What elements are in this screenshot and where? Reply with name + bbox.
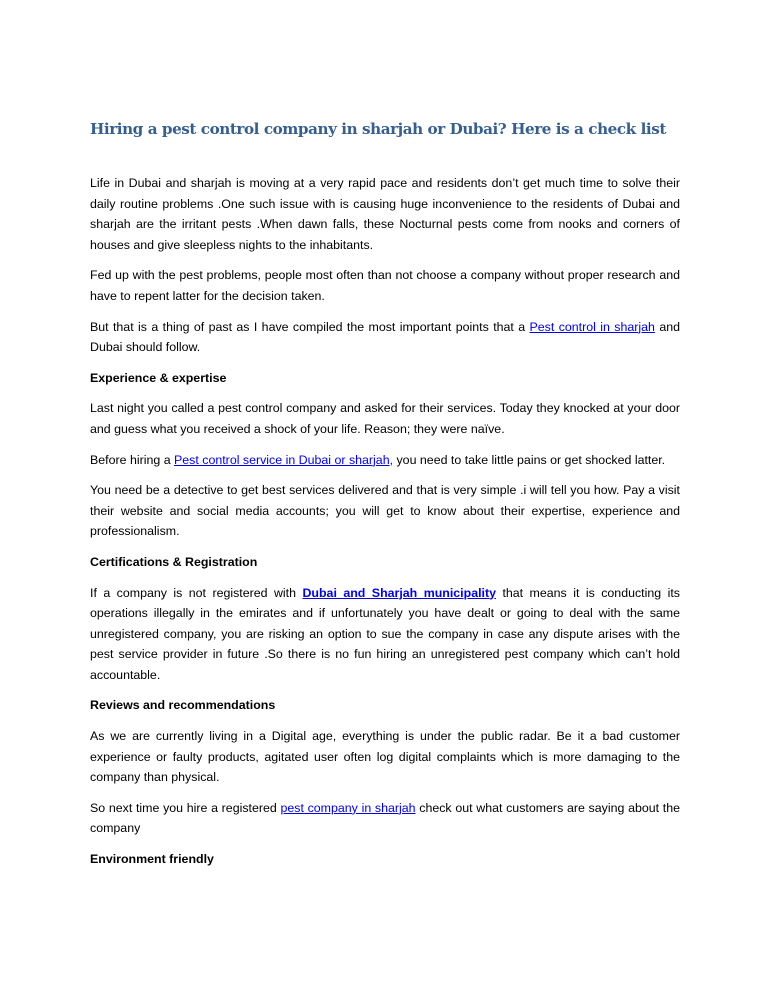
paragraph-intro: Life in Dubai and sharjah is moving at a very rapid pace and residents don’t get much time to solve their daily routine problems .One such issue with is causing huge inconvenience to the residents of Dubai and sharjah are the irritant pests .When dawn falls, these Nocturnal pests come from nooks and corners of houses and give sleepless nights to the inhabitants. (90, 176, 680, 252)
paragraph-text: check out what customers are saying about the company (90, 800, 680, 836)
paragraph-text: Before hiring a (90, 452, 175, 467)
paragraph-digital-age: As we are currently living in a Digital age, everything is under the public radar. Be it a bad customer experience or faulty products, agitated user often log digital complaints which is more damaging to the company than physical. (90, 729, 680, 785)
paragraph-last-night: Last night you called a pest control company and asked for their services. Today they knocked at your door and guess what you received a shock of your life. Reason; they were naïve. (90, 401, 680, 436)
paragraph-registration (90, 583, 680, 686)
heading-reviews: Reviews and recommendations (90, 698, 276, 713)
document-title: Hiring a pest control company in sharjah or Dubai? Here is a check list (90, 120, 666, 138)
paragraph-before-hiring (90, 450, 680, 471)
paragraph-fed-up: Fed up with the pest problems, people most often than not choose a company without proper research and have to repent latter for the decision taken. (90, 268, 680, 303)
paragraph-detective: You need be a detective to get best services delivered and that is very simple .i will tell you how. Pay a visit their website and social media accounts; you will get to know about their expertise, experience and professionalism. (90, 483, 680, 539)
paragraph-text: So next time you hire a registered (90, 800, 281, 815)
link-pest-company-sharjah[interactable]: pest company in sharjah (280, 800, 416, 815)
paragraph-text: If a company is not registered with (90, 585, 303, 600)
link-pest-control-sharjah[interactable]: Pest control in sharjah (529, 319, 655, 334)
heading-certifications: Certifications & Registration (90, 554, 258, 569)
document-body (90, 173, 680, 880)
paragraph-text: But that is a thing of past as I have compiled the most important points that a (90, 319, 530, 334)
paragraph-text: you need to take little pains or get shocked latter. (393, 452, 666, 467)
link-pest-control-service[interactable]: Pest control service in Dubai or sharjah, (174, 452, 394, 467)
paragraph-text: that means it is conducting its operations illegally in the emirates and if unfortunately you have dealt or going to deal with the same unregistered company, you are risking an option to sue the company in case any dispute arises with the pest service provider in future .So there is no fun hiring an unregistered pest company which can’t hold accountable. (90, 585, 680, 682)
link-municipality[interactable]: Dubai and Sharjah municipality (302, 585, 496, 600)
heading-environment: Environment friendly (90, 852, 214, 867)
paragraph-next-time (90, 798, 680, 839)
heading-experience: Experience & expertise (90, 370, 227, 385)
paragraph-text: and Dubai should follow. (90, 319, 680, 355)
paragraph-compiled-points (90, 317, 680, 358)
